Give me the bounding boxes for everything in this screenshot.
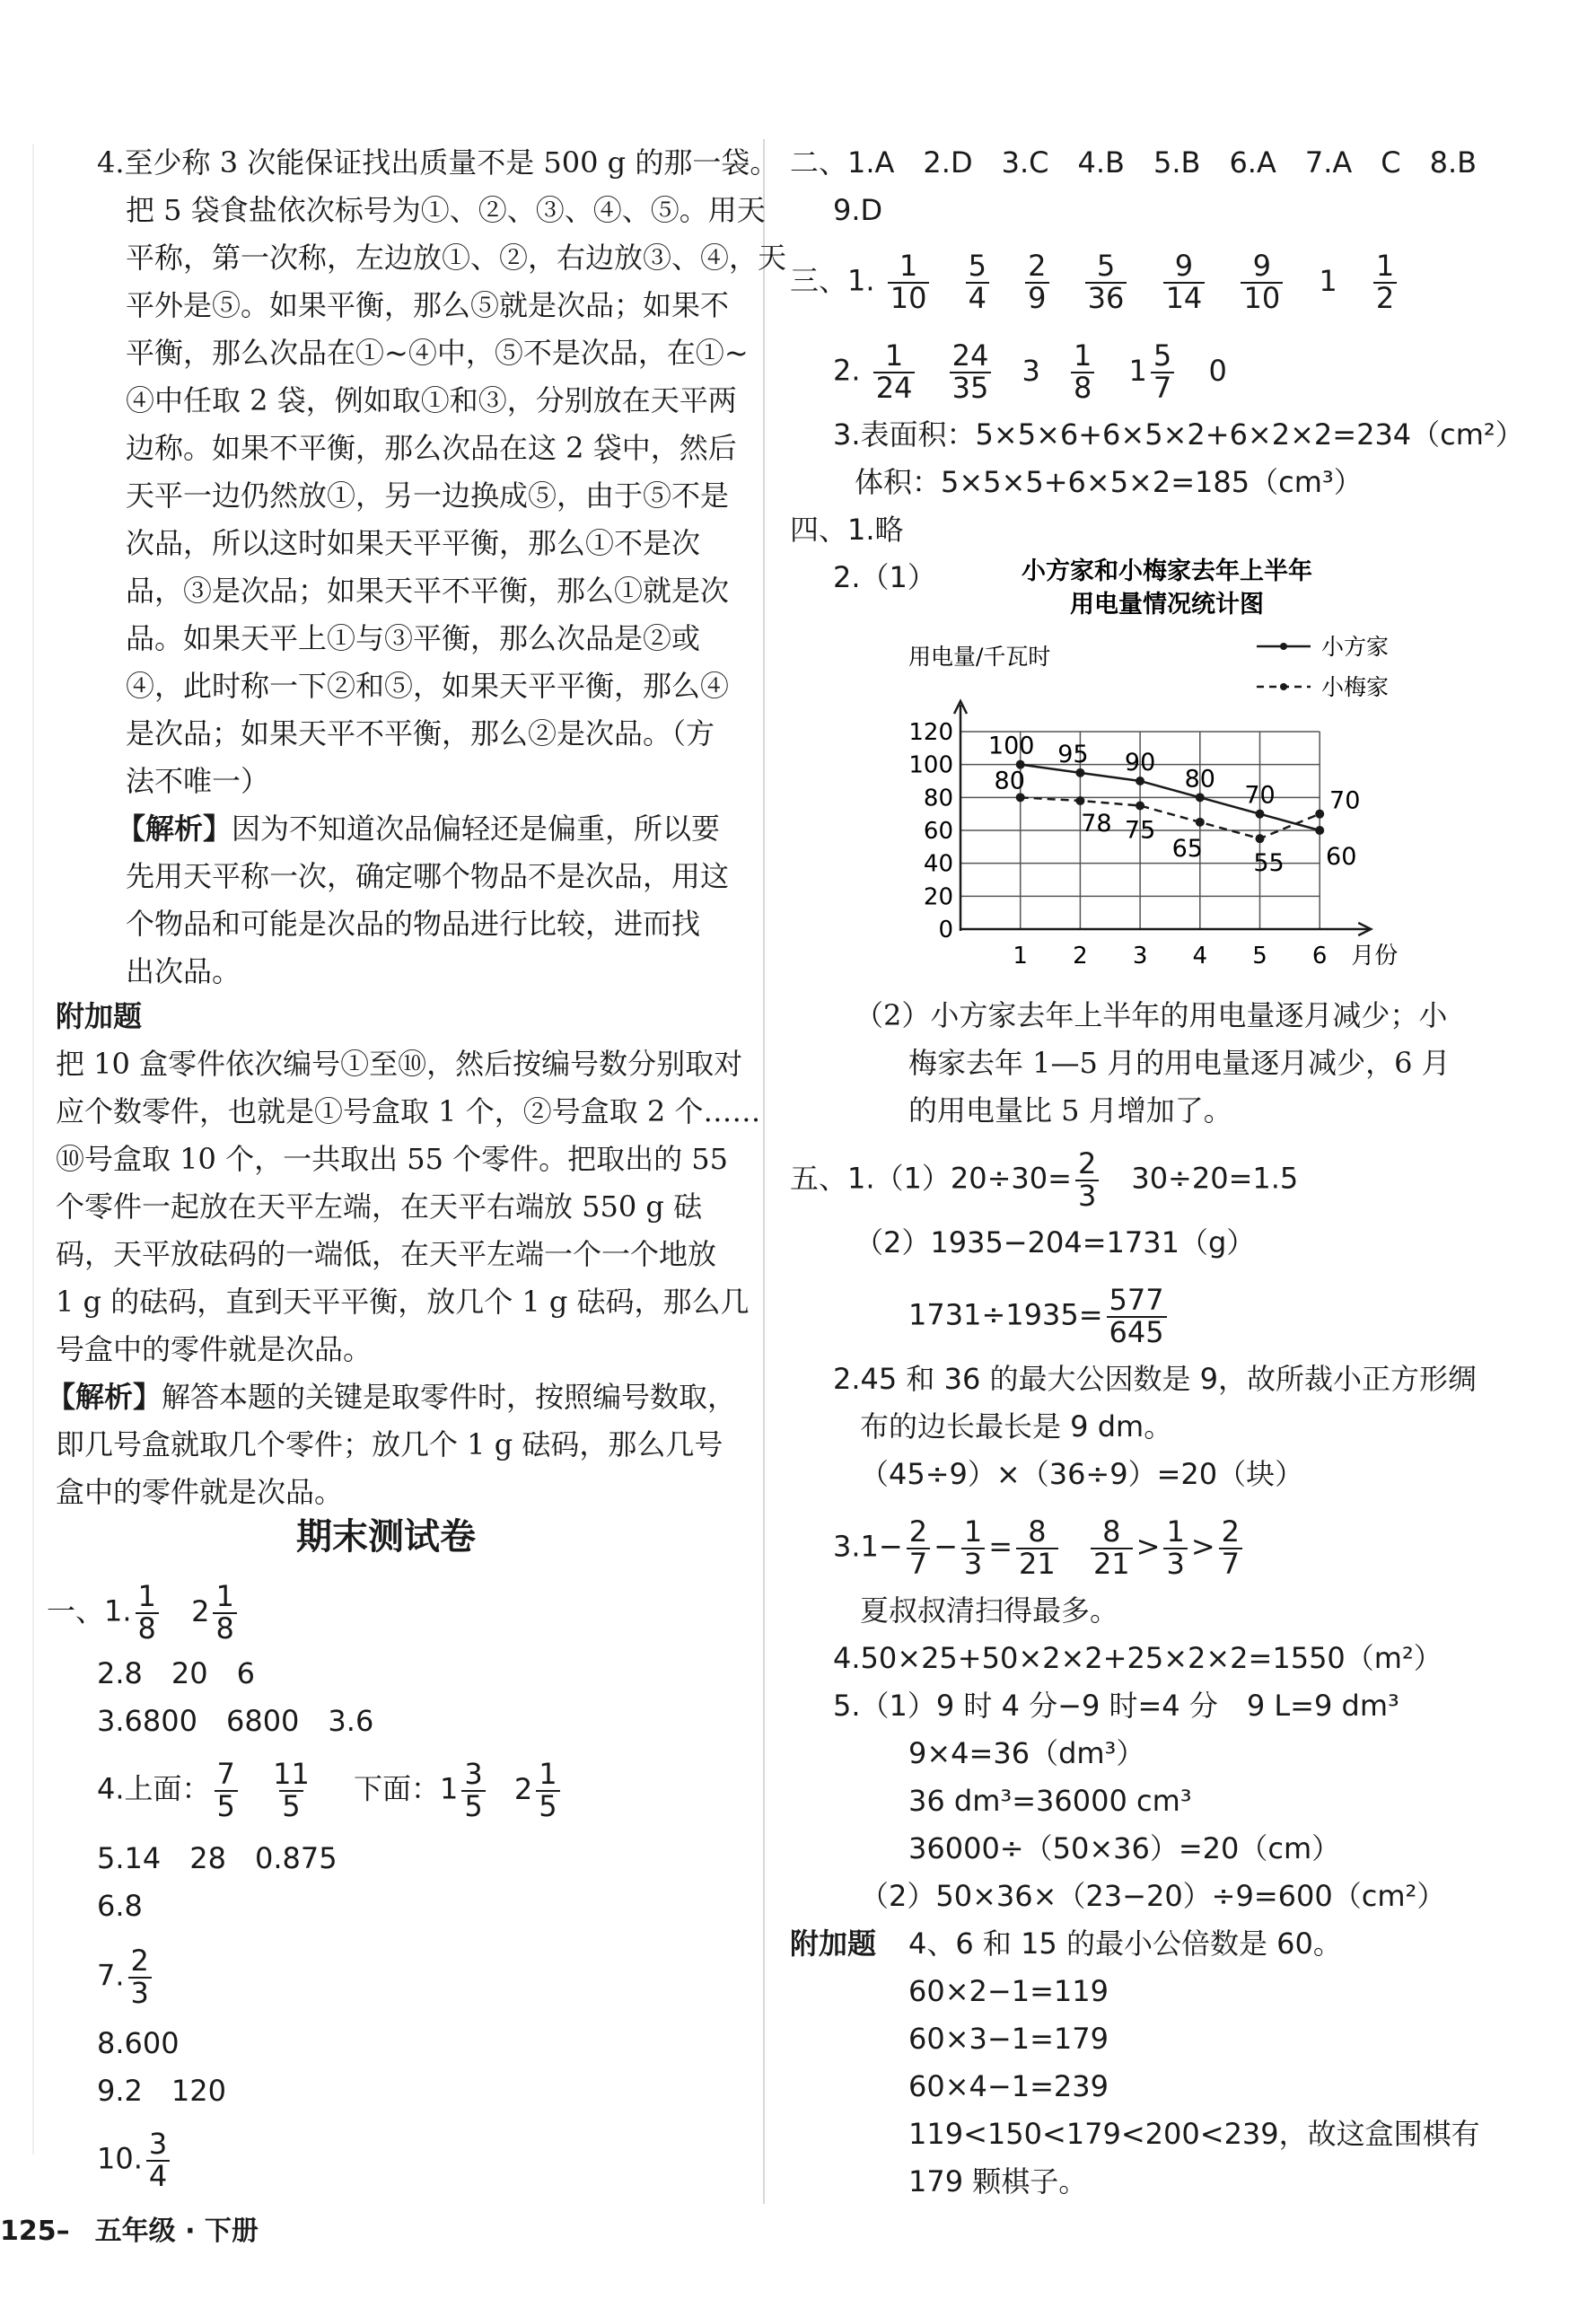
y-tick-label: 80 — [923, 785, 953, 812]
data-label: 90 — [1124, 749, 1156, 777]
extra-analysis-line: 即几号盒就取几个零件；放几个 1 g 砝码，那么几号 — [56, 1427, 723, 1461]
exam-title: 期末测试卷 — [296, 1516, 476, 1558]
part5-q3-text: 夏叔叔清扫得最多。 — [860, 1593, 1119, 1628]
data-point — [1196, 793, 1205, 802]
part5-q3: 3.1− $\frac{2}{7}$ − $\frac{1}{3}$ = $\frac{8}{21}$ $\frac{8}{21}$ > $\frac{1}{3}$ > $\frac{2}{7}$ — [833, 1517, 1246, 1579]
data-point — [1256, 810, 1265, 819]
y-tick-label: 0 — [938, 917, 953, 943]
q4-line: 平称，第一次称，左边放①、②，右边放③、④，天 — [126, 241, 787, 275]
part5-q2-line: 布的边长最长是 9 dm。 — [860, 1409, 1173, 1444]
data-label: 75 — [1124, 816, 1156, 845]
part1-q2: 2.8 20 6 — [97, 1656, 255, 1690]
extra-right-line: 60×3−1=179 — [908, 2022, 1109, 2056]
legend-xiaomei: 小梅家 — [1321, 674, 1390, 700]
chart-ylabel: 用电量/千瓦时 — [908, 644, 1051, 670]
y-tick-label: 40 — [923, 850, 953, 878]
extra-line: 码，天平放砝码的一端低，在天平左端一个一个地放 — [56, 1237, 717, 1271]
y-tick-label: 120 — [908, 719, 953, 746]
part2-line: 9.D — [833, 193, 883, 227]
chart-plot-area — [908, 701, 1398, 970]
data-label: 55 — [1253, 849, 1285, 878]
x-tick-label: 6 — [1311, 943, 1328, 970]
data-point — [1075, 796, 1084, 805]
q4-line: 品。如果天平上①与③平衡，那么次品是②或 — [126, 621, 701, 655]
part5-q5-line: 9×4=36（dm³） — [908, 1736, 1145, 1770]
data-label: 70 — [1244, 781, 1276, 810]
part5-q5-line: 5.（1）9 时 4 分−9 时=4 分 9 L=9 dm³ — [833, 1689, 1399, 1723]
part4-answer-line: 的用电量比 5 月增加了。 — [908, 1093, 1232, 1128]
data-label: 100 — [987, 732, 1035, 760]
part1-q6: 6.8 — [97, 1889, 143, 1923]
q4-line: 平衡，那么次品在①~④中，⑤不是次品，在①~ — [126, 336, 749, 370]
data-label: 80 — [1184, 765, 1215, 794]
data-point — [1315, 826, 1324, 835]
part4-answer-line: 梅家去年 1—5 月的用电量逐月减少，6 月 — [908, 1046, 1451, 1080]
part5-q1b: （2）1935−204=1731（g） — [855, 1225, 1256, 1259]
q4-line: 把 5 袋食盐依次标号为①、②、③、④、⑤。用天 — [126, 193, 766, 227]
part1-q4: 4.上面： $\frac{7}{5}$ $\frac{11}{5}$ 下面：1 $\frac{3}{5}$ 2 $\frac{1}{5}$ — [97, 1760, 564, 1821]
x-tick-label: 3 — [1132, 943, 1148, 970]
electricity-line-chart — [853, 552, 1481, 987]
q4-line: 法不唯一） — [126, 764, 270, 798]
analysis-tag: 【解析】 — [117, 812, 232, 846]
part1-q7: 7. $\frac{2}{3}$ — [97, 1946, 155, 2008]
analysis-tag: 【解析】 — [47, 1380, 162, 1414]
extra-line: 应个数零件，也就是①号盒取 1 个，②号盒取 2 个…… — [56, 1094, 761, 1128]
book-label: 五年级 · 下册 — [94, 2216, 259, 2247]
data-point — [1315, 810, 1324, 819]
extra-analysis-line: 盒中的零件就是次品。 — [56, 1475, 344, 1509]
part3-q1: 三、1. $\frac{1}{10}$ $\frac{5}{4}$ $\frac{2}{9}$ $\frac{5}{36}$ $\frac{9}{14}$ $\frac{9}{10}$ 1 $\frac{1}{2}$ — [790, 251, 1400, 313]
q4-line: ④中任取 2 袋，例如取①和③，分别放在天平两 — [126, 383, 737, 417]
column-divider — [763, 139, 765, 2204]
q4-analysis-line: 【解析】因为不知道次品偏轻还是偏重，所以要 — [117, 812, 721, 846]
data-point — [1196, 818, 1205, 827]
extra-line: 号盒中的零件就是次品。 — [56, 1332, 373, 1366]
part1-q8: 8.600 — [97, 2026, 180, 2060]
q4-line: ④，此时称一下②和⑤，如果天平平衡，那么④ — [126, 669, 730, 703]
data-label: 95 — [1057, 740, 1089, 768]
part5-q5-line: 36 dm³=36000 cm³ — [908, 1784, 1192, 1818]
part1-q10: 10. $\frac{3}{4}$ — [97, 2129, 173, 2191]
data-label: 60 — [1326, 843, 1357, 871]
q4-line: 次品，所以这时如果天平平衡，那么①不是次 — [126, 526, 701, 560]
extra-line: 把 10 盒零件依次编号①至⑩，然后按编号数分别取对 — [56, 1047, 743, 1081]
part4-answer-line: （2）小方家去年上半年的用电量逐月减少；小 — [855, 998, 1448, 1032]
data-point — [1075, 768, 1084, 777]
data-point — [1136, 777, 1144, 785]
extra-right-line: 179 颗棋子。 — [908, 2164, 1088, 2198]
data-label: 78 — [1081, 810, 1112, 838]
binding-edge — [32, 144, 34, 2154]
part3-q3-area: 3.表面积：5×5×6+6×5×2+6×2×2=234（cm²） — [833, 417, 1524, 452]
data-label: 80 — [994, 767, 1025, 795]
part3-q3-volume: 体积：5×5×5+6×5×2=185（cm³） — [855, 465, 1363, 499]
chart-subtitle: 用电量情况统计图 — [1070, 591, 1264, 619]
part5-q5-line: （2）50×36×（23−20）÷9=600（cm²） — [860, 1879, 1446, 1913]
data-label: 70 — [1329, 786, 1361, 815]
legend-solid-dot — [1280, 643, 1287, 650]
part1-q5: 5.14 28 0.875 — [97, 1841, 338, 1875]
x-tick-label: 2 — [1073, 943, 1088, 970]
q4-line: 4.至少称 3 次能保证找出质量不是 500 g 的那一袋。 — [97, 145, 779, 180]
page-number: 125 — [0, 2216, 57, 2247]
q4-line: 是次品；如果天平不平衡，那么②是次品。（方 — [126, 716, 715, 750]
data-point — [1256, 834, 1265, 843]
x-tick-label: 5 — [1252, 943, 1267, 970]
q4-analysis-line: 个物品和可能是次品的物品进行比较，进而找 — [126, 907, 701, 941]
part5-q5-line: 36000÷（50×36）=20（cm） — [908, 1831, 1341, 1865]
q4-analysis-line: 出次品。 — [126, 954, 241, 988]
extra-right-line: 4、6 和 15 的最小公倍数是 60。 — [908, 1926, 1342, 1961]
part5-q1c: 1731÷1935= $\frac{577}{645}$ — [908, 1286, 1171, 1347]
data-label: 65 — [1171, 834, 1203, 863]
extra-line: 个零件一起放在天平左端，在天平右端放 550 g 砝 — [56, 1189, 703, 1224]
part3-q2: 2. $\frac{1}{24}$ $\frac{24}{35}$ 3 $\frac{1}{8}$ 1 $\frac{5}{7}$ 0 — [833, 338, 1227, 405]
q4-line: 边称。如果不平衡，那么次品在这 2 袋中，然后 — [126, 431, 737, 465]
footer-dash: – — [56, 2216, 70, 2247]
y-tick-label: 60 — [923, 818, 953, 845]
extra-right-line: 60×4−1=239 — [908, 2069, 1109, 2103]
part1-q9: 9.2 120 — [97, 2074, 226, 2108]
extra-line: ⑩号盒取 10 个，一共取出 55 个零件。把取出的 55 — [56, 1142, 729, 1176]
data-point — [1136, 802, 1144, 811]
extra-title-right: 附加题 — [790, 1926, 877, 1961]
page-footer — [0, 2208, 259, 2248]
part4-q1: 四、1.略 — [790, 513, 904, 547]
part5-q2-line: （45÷9）×（36÷9）=20（块） — [860, 1457, 1304, 1491]
chart-title: 小方家和小梅家去年上半年 — [1022, 557, 1312, 585]
q4-line: 品，③是次品；如果天平不平衡，那么①就是次 — [126, 574, 730, 608]
part5-q1a: 五、1.（1）20÷30= $\frac{2}{3}$ 30÷20=1.5 — [790, 1146, 1299, 1213]
y-tick-label: 20 — [923, 883, 953, 911]
part4-q2: 2.（1） — [833, 560, 936, 594]
extra-right-line: 60×2−1=119 — [908, 1974, 1109, 2008]
part1-q3: 3.6800 6800 3.6 — [97, 1704, 374, 1738]
y-tick-label: 100 — [908, 751, 953, 779]
x-axis-label: 月份 — [1351, 943, 1399, 970]
extra-analysis-line: 【解析】解答本题的关键是取零件时，按照编号数取， — [47, 1380, 737, 1414]
part5-q4: 4.50×25+50×2×2+25×2×2=1550（m²） — [833, 1641, 1443, 1675]
extra-title-left: 附加题 — [56, 999, 143, 1033]
legend-dashed-dot — [1280, 683, 1287, 690]
part5-q2-line: 2.45 和 36 的最大公因数是 9，故所裁小正方形绸 — [833, 1362, 1478, 1396]
legend-xiaofang: 小方家 — [1321, 634, 1390, 660]
x-tick-label: 1 — [1013, 943, 1028, 970]
x-tick-label: 4 — [1192, 943, 1208, 970]
q4-line: 天平一边仍然放①，另一边换成⑤，由于⑤不是 — [126, 478, 730, 513]
part1-q1: 一、1. $\frac{1}{8}$ 2 $\frac{1}{8}$ — [47, 1582, 241, 1644]
extra-line: 1 g 的砝码，直到天平平衡，放几个 1 g 砝码，那么几 — [56, 1285, 750, 1319]
extra-right-line: 119<150<179<200<239，故这盒围棋有 — [908, 2117, 1480, 2151]
q4-line: 平外是⑤。如果平衡，那么⑤就是次品；如果不 — [126, 288, 730, 322]
q4-analysis-line: 先用天平称一次，确定哪个物品不是次品，用这 — [126, 859, 730, 893]
part2-line: 二、1.A 2.D 3.C 4.B 5.B 6.A 7.A C 8.B — [790, 145, 1478, 180]
